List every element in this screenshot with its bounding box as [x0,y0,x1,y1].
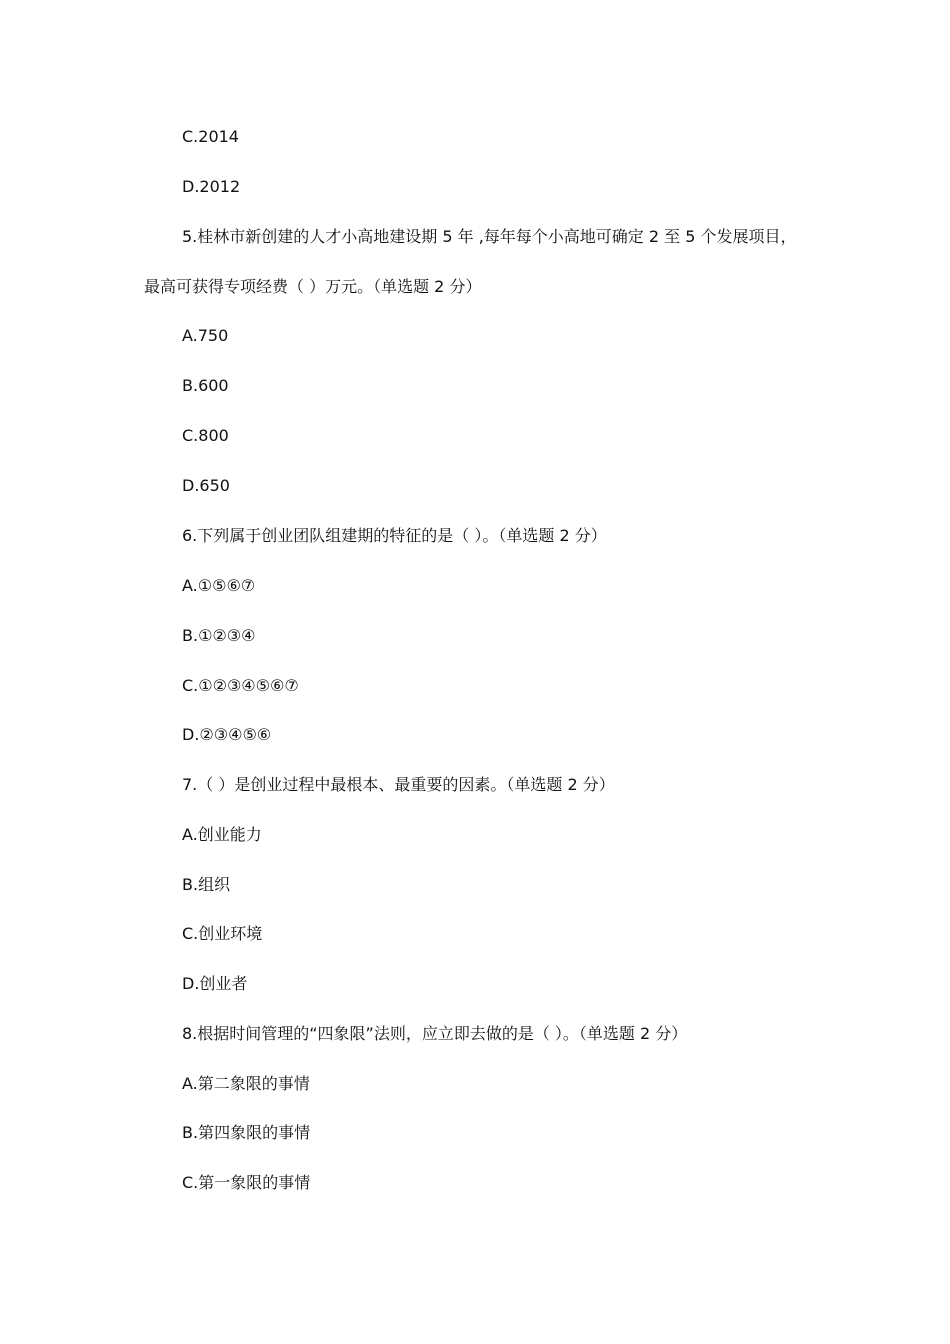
question-7-option-b: B.组织 [182,875,231,894]
question-6-text: 6.下列属于创业团队组建期的特征的是（ ）。（单选题 2 分） [182,526,607,545]
question-7-text: 7.（ ）是创业过程中最根本、最重要的因素。（单选题 2 分） [182,775,615,794]
question-5-text: 5.桂林市新创建的人才小高地建设期 5 年 ,每年每个小高地可确定 2 至 5 个发展项目， [182,227,797,246]
question-8-text: 8.根据时间管理的“四象限”法则，应立即去做的是（ ）。（单选题 2 分） [182,1024,688,1043]
question-6-option-a: A.①⑤⑥⑦ [182,576,256,595]
question-7-option-c: C.创业环境 [182,924,263,943]
question-5-option-a: A.750 [182,326,229,345]
option-d-2012: D.2012 [182,177,241,196]
question-6-option-d: D.②③④⑤⑥ [182,725,272,744]
question-7-option-a: A.创业能力 [182,825,262,844]
question-8-option-c: C.第一象限的事情 [182,1173,311,1192]
question-5-option-b: B.600 [182,376,229,395]
option-c-2014: C.2014 [182,127,239,146]
question-6-option-c: C.①②③④⑤⑥⑦ [182,676,299,695]
question-5-option-c: C.800 [182,426,229,445]
question-8-option-a: A.第二象限的事情 [182,1074,310,1093]
question-5-option-d: D.650 [182,476,230,495]
question-8-option-b: B.第四象限的事情 [182,1123,311,1142]
question-6-option-b: B.①②③④ [182,626,256,645]
question-5-text-cont: 最高可获得专项经费（ ）万元。（单选题 2 分） [144,277,482,296]
question-7-option-d: D.创业者 [182,974,248,993]
